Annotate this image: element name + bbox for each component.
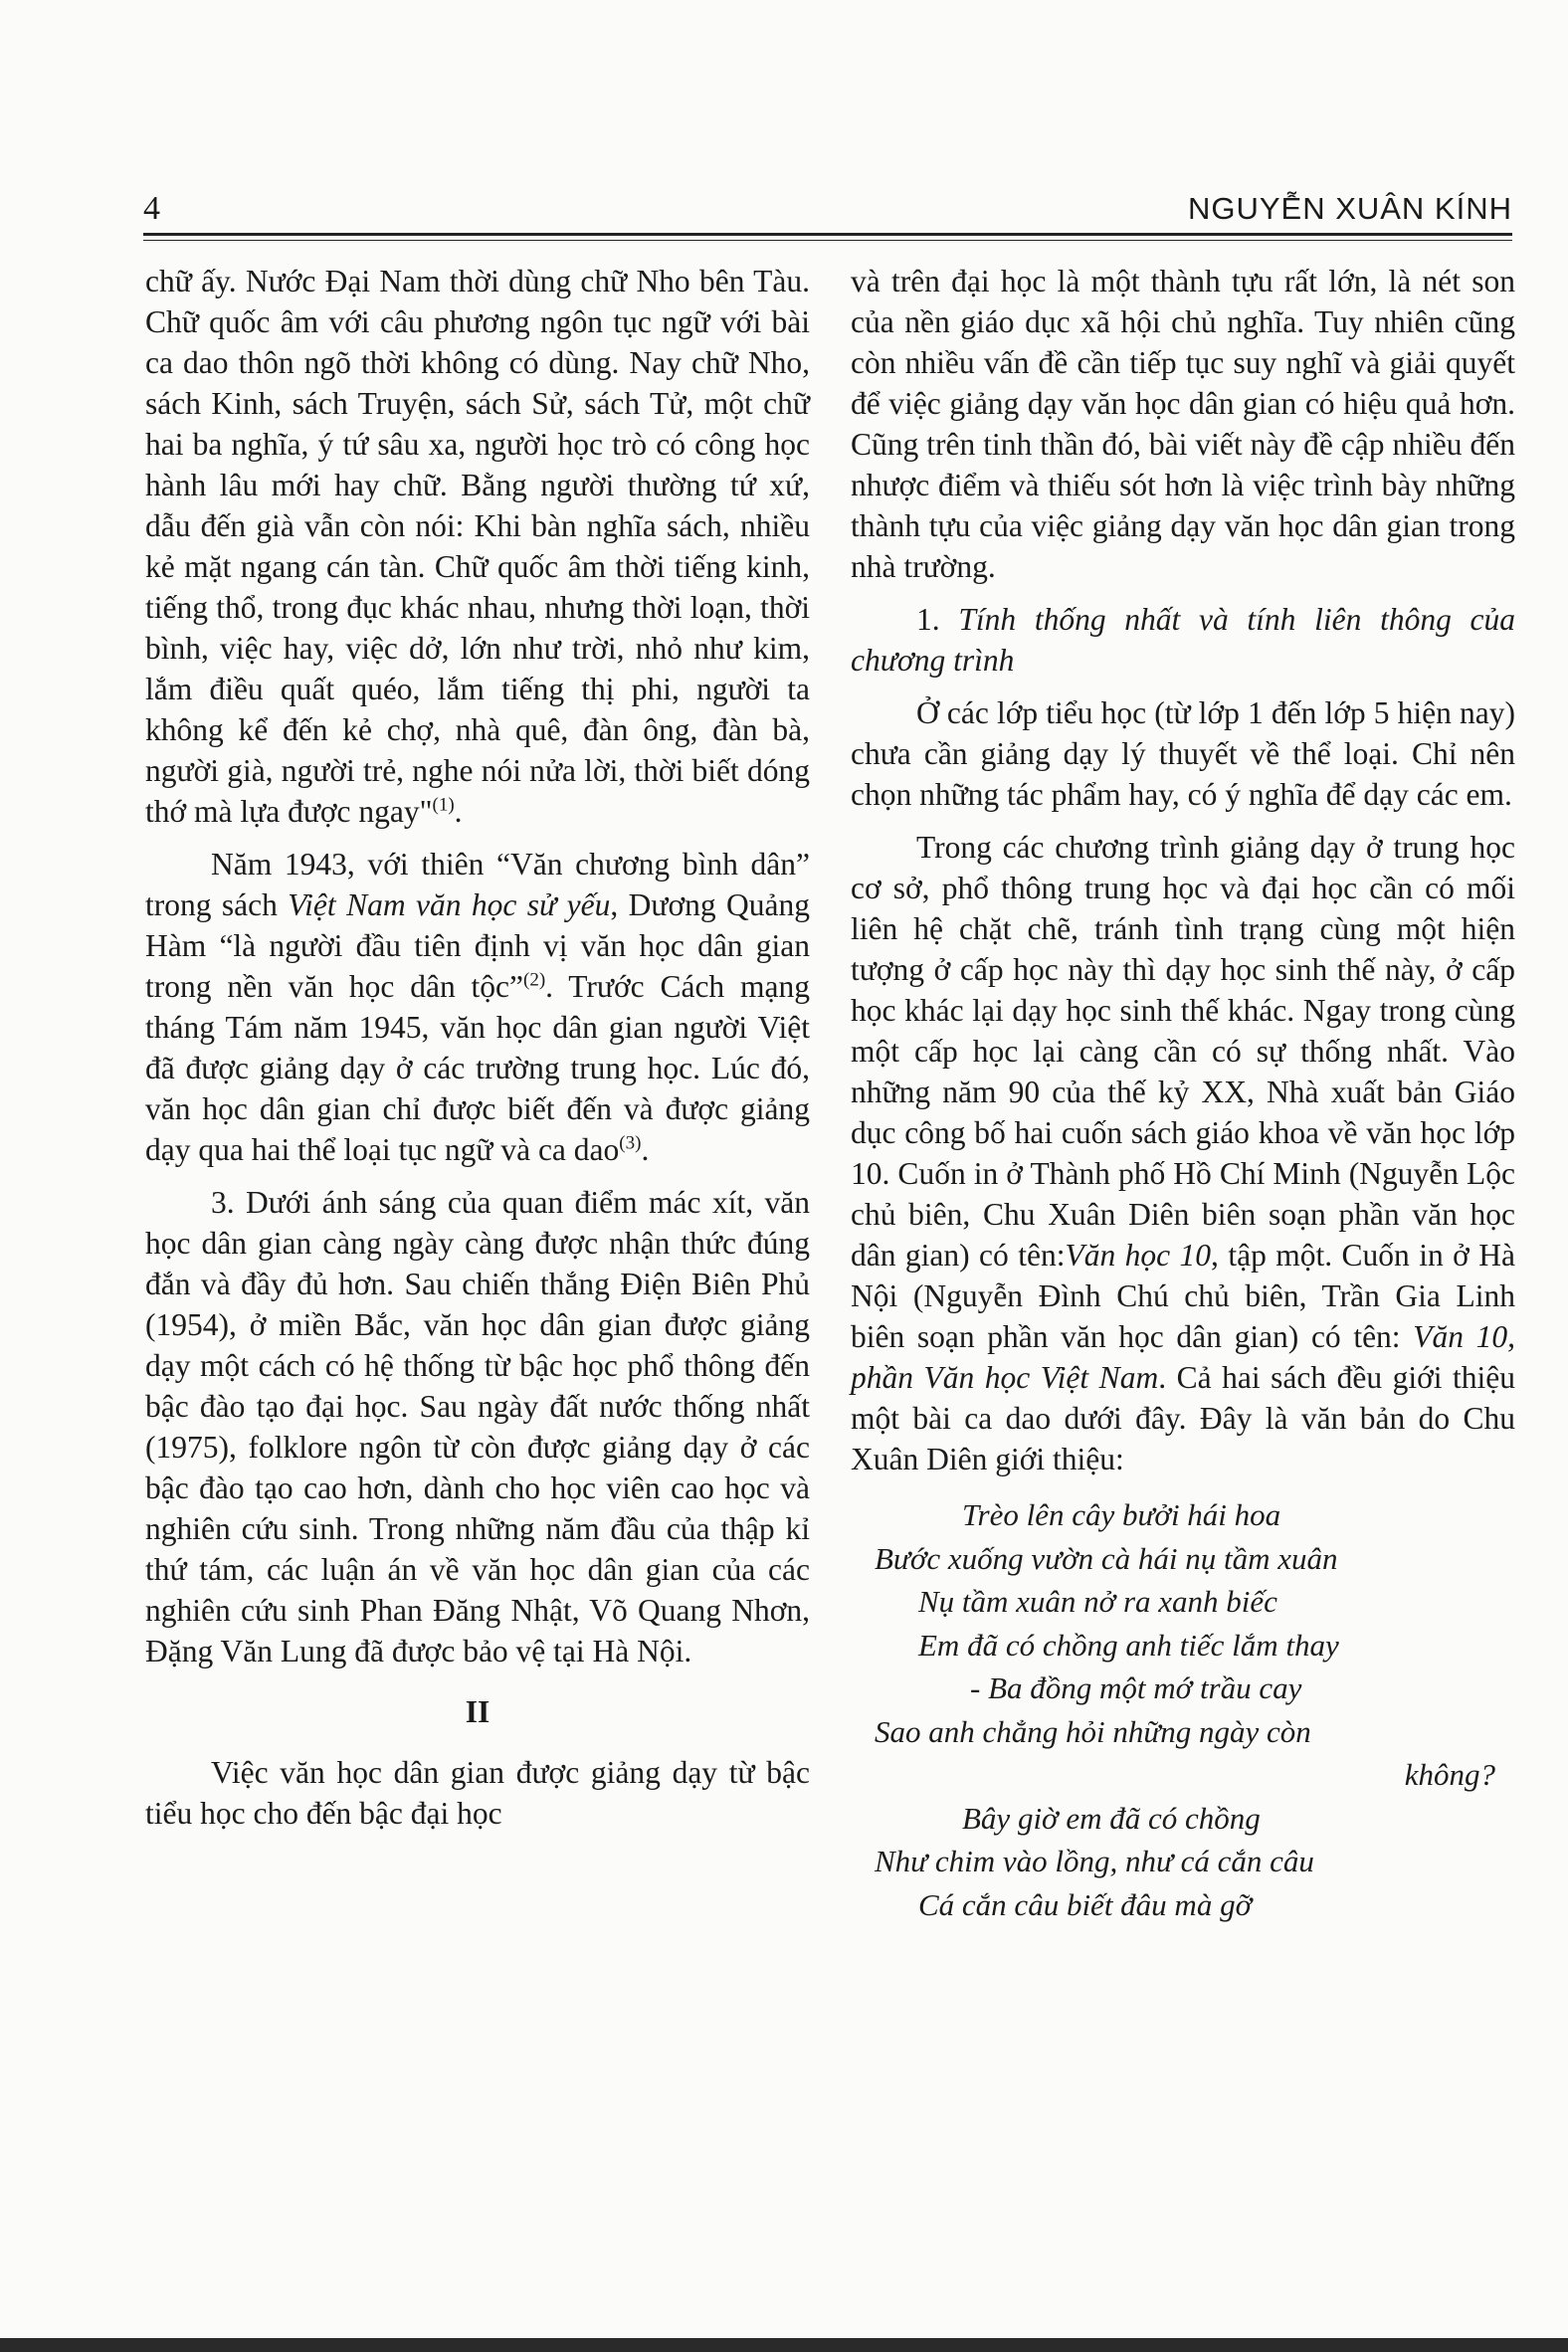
paragraph-text: Năm 1943, với thiên “Văn chương bình dân” trong sách bbox=[145, 847, 810, 922]
book-title: Việt Nam văn học sử yếu bbox=[288, 887, 611, 922]
section-heading: II bbox=[465, 1694, 490, 1729]
page-header bbox=[143, 189, 1512, 237]
punctuation: . bbox=[641, 1132, 650, 1167]
poem-line: Em đã có chồng anh tiếc lắm thay bbox=[918, 1627, 1339, 1663]
left-column bbox=[145, 261, 810, 1834]
paragraph bbox=[145, 844, 810, 1170]
paragraph: Việc văn học dân gian được giảng dạy từ bậc tiểu học cho đến bậc đại học bbox=[145, 1755, 810, 1831]
paragraph: và trên đại học là một thành tựu rất lớn, là nét son của nền giáo dục xã hội chủ nghĩa. Tuy nhiên cũng còn nhiều vấn đề cần tiếp tục suy nghĩ và giải quyết để việc giảng dạy văn học dân gian có hiệu quả hơn. Cũng trên tinh thần đó, bài viết này đề cập nhiều đến nhược điểm và thiếu sót hơn là việc trình bày những thành tựu của việc giảng dạy văn học dân gian trong nhà trường. bbox=[851, 264, 1515, 584]
subsection-title: Tính thống nhất và tính liên thông của chương trình bbox=[851, 602, 1516, 678]
scan-edge bbox=[0, 2338, 1568, 2352]
poem-line: - Ba đồng một mớ trầu cay bbox=[970, 1670, 1302, 1705]
right-column bbox=[851, 261, 1515, 1926]
paragraph: Ở các lớp tiểu học (từ lớp 1 đến lớp 5 hiện nay) chưa cần giảng dạy lý thuyết về thể loại. Chỉ nên chọn những tác phẩm hay, có ý nghĩa để dạy các em. bbox=[851, 695, 1515, 812]
poem-line: Sao anh chẳng hỏi những ngày còn bbox=[875, 1713, 1311, 1749]
subsection-heading bbox=[851, 599, 1515, 681]
folk-poem bbox=[851, 1493, 1515, 1926]
poem-line: Cá cắn câu biết đâu mà gỡ bbox=[918, 1886, 1253, 1922]
footnote-ref: (2) bbox=[523, 969, 546, 991]
paragraph bbox=[145, 261, 810, 832]
book-title: Văn học 10 bbox=[1065, 1238, 1212, 1273]
footnote-ref: (3) bbox=[619, 1132, 642, 1154]
poem-line: Nụ tầm xuân nở ra xanh biếc bbox=[918, 1584, 1277, 1619]
footnote-ref: (1) bbox=[432, 794, 455, 816]
poem-line-continuation: không? bbox=[1404, 1757, 1495, 1792]
paragraph-text: Trong các chương trình giảng dạy ở trung học cơ sở, phổ thông trung học và đại học cần có mối liên hệ chặt chẽ, tránh tình trạng cùng một hiện tượng ở cấp học này thì dạy học sinh thế này, ở cấp học khác lại dạy học sinh thế khác. Ngay trong cùng một cấp học lại càng cần có sự thống nhất. Vào những năm 90 của thế kỷ XX, Nhà xuất bản Giáo dục công bố hai cuốn sách giáo khoa về văn học lớp 10. Cuốn in ở Thành phố Hồ Chí Minh (Nguyễn Lộc chủ biên, Chu Xuân Diên biên soạn phần văn học dân gian) có tên: bbox=[851, 830, 1515, 1273]
paragraph-text: . Trước Cách mạng tháng Tám năm 1945, văn học dân gian người Việt đã được giảng dạy ở các trường trung học. Lúc đó, văn học dân gian chỉ được biết đến và được giảng dạy qua hai thể loại tục ngữ và ca dao bbox=[145, 969, 810, 1167]
poem-line: Bước xuống vườn cà hái nụ tầm xuân bbox=[875, 1540, 1338, 1576]
poem-line: Bây giờ em đã có chồng bbox=[962, 1800, 1261, 1836]
subsection-number: 1. bbox=[916, 602, 959, 637]
paragraph: 3. Dưới ánh sáng của quan điểm mác xít, văn học dân gian càng ngày càng được nhận thức đúng đắn và đầy đủ hơn. Sau chiến thắng Điện Biên Phủ (1954), ở miền Bắc, văn học dân gian được giảng dạy một cách có hệ thống từ bậc học phổ thông đến bậc đào tạo đại học. Sau ngày đất nước thống nhất (1975), folklore ngôn từ còn được giảng dạy ở các bậc đào tạo cao hơn, dành cho học viên cao học và nghiên cứu sinh. Trong những năm đầu của thập kỉ thứ tám, các luận án về văn học dân gian của các nghiên cứu sinh Phan Đăng Nhật, Võ Quang Nhơn, Đặng Văn Lung đã được bảo vệ tại Hà Nội. bbox=[145, 1185, 810, 1668]
poem-line: Trèo lên cây bưởi hái hoa bbox=[962, 1497, 1281, 1532]
poem-line: Như chim vào lồng, như cá cắn câu bbox=[875, 1844, 1314, 1878]
header-rule-thick bbox=[143, 233, 1512, 236]
book-title: Văn 10, phần Văn học Việt Nam bbox=[851, 1319, 1515, 1395]
paragraph-text: , Dương Quảng Hàm “là người đầu tiên định vị văn học dân gian trong nền văn học dân tộc” bbox=[145, 887, 810, 1004]
paragraph-text: , tập một. Cuốn in ở Hà Nội (Nguyễn Đình Chú chủ biên, Trần Gia Linh biên soạn phần văn học dân gian) có tên: bbox=[851, 1238, 1515, 1354]
paragraph-text: chữ ấy. Nước Đại Nam thời dùng chữ Nho bên Tàu. Chữ quốc âm với câu phương ngôn tục ngữ với bài ca dao thôn ngõ thời không có dùng. Nay chữ Nho, sách Kinh, sách Truyện, sách Sử, sách Tử, một chữ hai ba nghĩa, ý tứ sâu xa, người học trò có công học hành lâu mới hay chữ. Bằng người thường tứ xứ, dẫu đến già vẫn còn nói: Khi bàn nghĩa sách, nhiều kẻ mặt ngang cán tàn. Chữ quốc âm thời tiếng kinh, tiếng thổ, trong đục khác nhau, nhưng thời loạn, thời bình, việc hay, việc dở, lớn như trời, nhỏ như kim, lắm điều quất quéo, lắm tiếng thị phi, người ta không kể đến kẻ chợ, nhà quê, đàn ông, đàn bà, người già, người trẻ, nghe nói nửa lời, thời biết dóng thớ mà lựa được ngay" bbox=[145, 264, 810, 829]
header-rule-thin bbox=[143, 240, 1512, 241]
punctuation: . bbox=[454, 794, 463, 829]
running-head-author: NGUYỄN XUÂN KÍNH bbox=[1187, 191, 1512, 226]
page-number: 4 bbox=[143, 190, 160, 227]
paragraph-text: . Cả hai sách đều giới thiệu một bài ca dao dưới đây. Đây là văn bản do Chu Xuân Diên giới thiệu: bbox=[851, 1360, 1516, 1476]
paragraph bbox=[851, 827, 1515, 1479]
